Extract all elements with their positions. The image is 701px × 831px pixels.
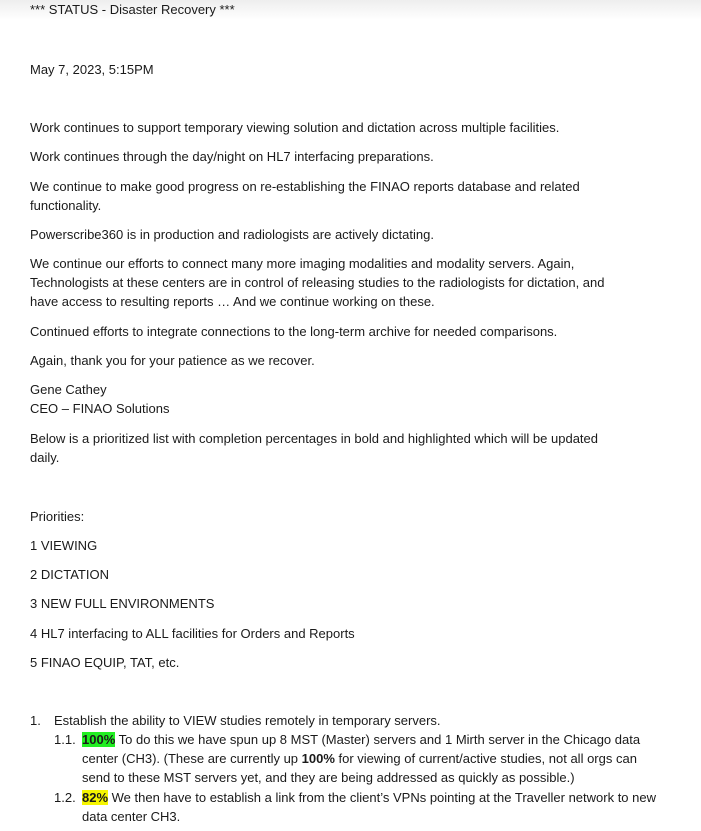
status-date: May 7, 2023, 5:15PM [30,62,154,77]
percent-badge: 100% [82,732,116,747]
priority-item: 2 DICTATION [30,567,109,582]
list-intro: Below is a prioritized list with completion percentages in bold and highlighted which will be updated daily. [30,431,598,465]
priority-item: 5 FINAO EQUIP, TAT, etc. [30,655,180,670]
percent-badge: 82% [82,790,109,805]
list-item-text: Establish the ability to VIEW studies remotely in temporary servers. [54,713,441,728]
priorities-heading: Priorities: [30,509,85,524]
priority-item: 4 HL7 interfacing to ALL facilities for Orders and Reports [30,626,355,641]
paragraph-hl7: Work continues through the day/night on HL7 interfacing preparations. [30,149,434,164]
paragraph-archive: Continued efforts to integrate connections to the long-term archive for needed comparisons. [30,324,558,339]
priority-item: 3 NEW FULL ENVIRONMENTS [30,596,215,611]
sublist-number: 1.1. [54,732,76,747]
priority-item: 1 VIEWING [30,538,98,553]
sublist-number: 1.2. [54,790,76,805]
sublist-item: 82% We then have to establish a link from the client’s VPNs pointing at the Traveller network to new data center CH3. [82,790,656,824]
paragraph-thanks: Again, thank you for your patience as we recover. [30,353,315,368]
document-header: *** STATUS - Disaster Recovery *** [30,2,235,17]
signature-name: Gene Cathey [30,382,107,397]
paragraph-viewing: Work continues to support temporary viewing solution and dictation across multiple facilities. [30,120,560,135]
sublist-item: 100% To do this we have spun up 8 MST (Master) servers and 1 Mirth server in the Chicago data center (CH3). (These are currently up 100% for viewing of current/active studies, not all orgs can send to these MST servers yet, and they are being addressed as quickly as possible.) [82,732,641,785]
paragraph-powerscribe: Powerscribe360 is in production and radiologists are actively dictating. [30,227,434,242]
paragraph-reports-db: We continue to make good progress on re-establishing the FINAO reports database and related functionality. [30,179,580,213]
list-number: 1. [30,713,41,728]
signature-role: CEO – FINAO Solutions [30,401,170,416]
paragraph-modalities: We continue our efforts to connect many more imaging modalities and modality servers. Again, Technologists at these centers are in control of releasing studies to the radiologists for dictation, and have access to resulting reports … And we continue working on these. [30,256,605,309]
inline-bold-percent: 100% [301,751,335,766]
